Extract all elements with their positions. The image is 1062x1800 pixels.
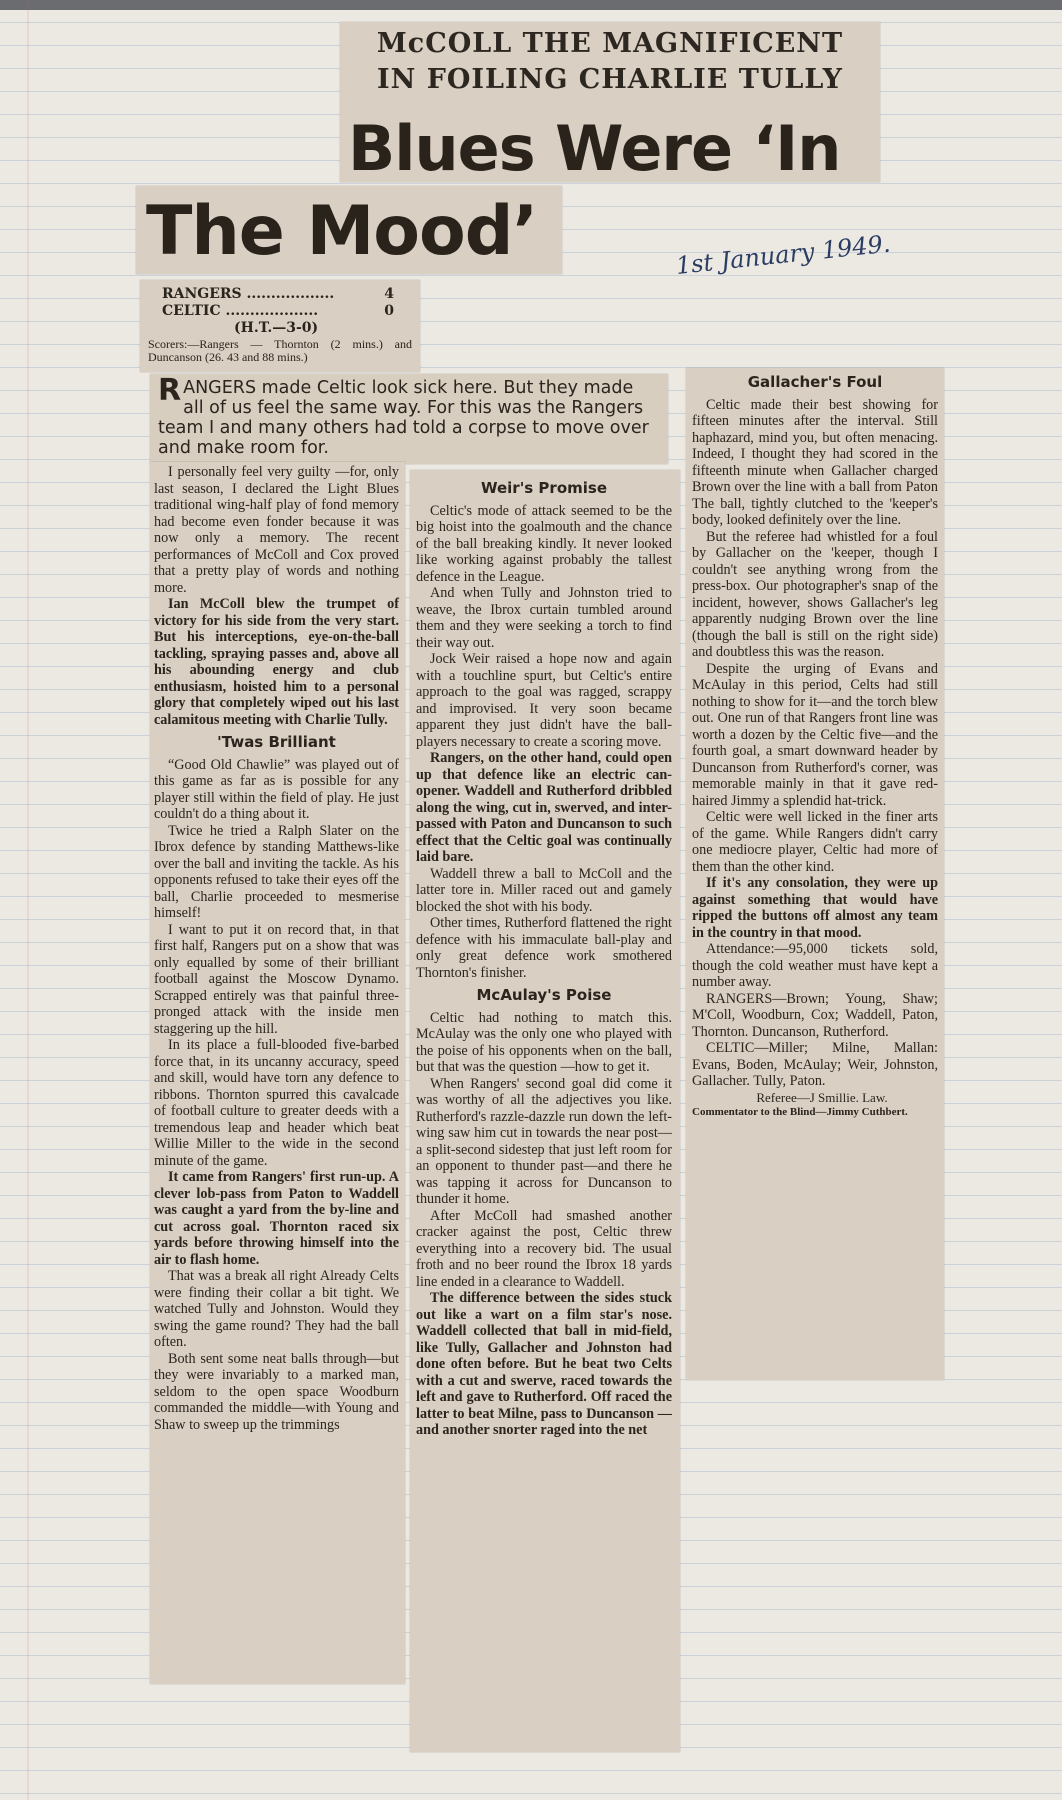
- col1-paragraph-5: I want to put it on record that, in that first half, Rangers put on a show that was only equalled by some of their brilliant football against the Moscow Dynamo. Scrapped entirely was that painful three-pronged attack with the inside men staggering up the hill.: [154, 921, 399, 1037]
- col2-paragraph-3: Jock Weir raised a hope now and again with a touchline spurt, but Celtic's entire approach to the goal was ragged, scrappy and improvised. It very soon became apparent they just didn't have the ball-players necessary to create a scoring move.: [416, 651, 672, 750]
- scan-top-edge: [0, 0, 1062, 10]
- col2-paragraph-1: Celtic's mode of attack seemed to be the big hoist into the goalmouth and the chance of the ball breaking kindly. It never looked like working against probably the tallest defence in the League.: [416, 502, 672, 585]
- column-1: [154, 464, 399, 1433]
- col3-paragraph-5: If it's any consolation, they were up against something that would have ripped the buttons off almost any team in the country in that mood.: [692, 875, 938, 941]
- col2-subhead-weirs-promise: Weir's Promise: [480, 479, 608, 497]
- col3-paragraph-4: Celtic were well licked in the finer arts of the game. While Rangers didn't carry one mediocre player, Celtic had more of them than the other kind.: [692, 809, 938, 875]
- headline-part-1: Blues Were ‘In: [348, 112, 841, 182]
- score-team-2-goals: 0: [384, 303, 394, 319]
- col3-paragraph-1: Celtic made their best showing for fifteen minutes after the interval. Still haphazard, mind you, but often menacing. Indeed, I thought they had scored in the fifteenth minute when Gallacher charged Brown over the line with a ball from Paton The ball, tightly clutched to the 'keeper's body, looked definitely over the line.: [692, 396, 938, 528]
- col1-paragraph-9: Both sent some neat balls through—but they were invariably to a marked man, seldom to the open space Woodburn commanded the middle—with Young and Shaw to sweep up the trimmings: [154, 1350, 399, 1433]
- handwritten-date: 1st January 1949.: [674, 229, 892, 280]
- col3-team-celtic: CELTIC—Miller; Milne, Mallan: Evans, Boden, McAulay; Weir, Johnston, Gallacher. Tully, Paton.: [692, 1040, 938, 1089]
- col2-paragraph-6: Other times, Rutherford flattened the right defence with his immaculate ball-play and only great defence work smothered Thornton's finisher.: [416, 915, 672, 981]
- col1-subhead-twas-brilliant: 'Twas Brilliant: [217, 733, 336, 751]
- col1-paragraph-7: It came from Rangers' first run-up. A clever lob-pass from Paton to Waddell was caught a yard from the by-line and cut across goal. Thornton raced six yards before throwing himself into the air to flash home.: [154, 1169, 399, 1268]
- col2-paragraph-2: And when Tully and Johnston tried to weave, the Ibrox curtain tumbled around them and they were seeking a torch to find their way out.: [416, 585, 672, 651]
- col2-paragraph-5: Waddell threw a ball to McColl and the latter tore in. Miller raced out and gamely blocked the shot with his body.: [416, 865, 672, 915]
- col1-paragraph-2: Ian McColl blew the trumpet of victory for his side from the very start. But his interceptions, eye-on-the-ball tackling, spraying passes and, above all his abounding energy and club enthusiasm, hoisted him to a personal glory that completely wiped out his last calamitous meeting with Charlie Tully.: [154, 596, 399, 728]
- col3-commentator: Commentator to the Blind—Jimmy Cuthbert.: [692, 1106, 908, 1118]
- col3-paragraph-2: But the referee had whistled for a foul by Gallacher on the 'keeper, though I couldn't see anything wrong from the press-box. Our photographer's snap of the incident, however, shows Gallacher's leg apparently nudging Brown over the line (though the ball is still on the right side) and doubtless this was the reason.: [692, 528, 938, 660]
- col2-subhead-mcaulays-poise: McAulay's Poise: [476, 986, 612, 1004]
- col3-team-rangers: RANGERS—Brown; Young, Shaw; M'Coll, Woodburn, Cox; Waddell, Paton, Thornton. Duncanson, Rutherford.: [692, 990, 938, 1040]
- col1-paragraph-3: “Good Old Chawlie” was played out of this game as far as is possible for any player still within the field of play. He just couldn't do a thing about it.: [154, 756, 399, 822]
- kicker-line-2: IN FOILING CHARLIE TULLY: [377, 64, 843, 95]
- scorers-line: Scorers:—Rangers — Thornton (2 mins.) and Duncanson (26. 43 and 88 mins.): [148, 337, 412, 364]
- col2-paragraph-9: After McColl had smashed another cracker against the post, Celtic threw everything into a recovery bid. The usual froth and no beer round the Ibrox 18 yards line ended in a clearance to Waddell.: [416, 1207, 672, 1290]
- col1-paragraph-1: I personally feel very guilty —for, only last season, I declared the Light Blues traditional wing-half play of fond memory had become even fonder because it was now only a memory. The recent performances of McColl and Cox proved that a pretty play of words and nothing more.: [154, 464, 399, 596]
- score-team-1: RANGERS ..................: [162, 286, 335, 302]
- score-box: [140, 280, 420, 372]
- headline-part-2: The Mood’: [146, 192, 538, 271]
- score-team-1-goals: 4: [384, 286, 394, 302]
- headline-clipping-bottom: [136, 186, 562, 274]
- half-time-score: (H.T.—3-0): [234, 320, 319, 336]
- col3-subhead-gallachers-foul: Gallacher's Foul: [747, 373, 883, 391]
- headline-clipping-top: [340, 22, 880, 182]
- lead-text: ANGERS made Celtic look sick here. But they made all of us feel the same way. For this was the Rangers team I and many others had told a corpse to move over and make room for.: [158, 378, 649, 458]
- col3-paragraph-3: Despite the urging of Evans and McAulay in this period, Celts had still nothing to show for it—and the torch blew out. One run of that Rangers front line was worth a dozen by the Celtic five—and the fourth goal, a smart downward header by Duncanson from Rutherford's corner, was memorable mainly in that it gave red-haired Jimmy a splendid hat-trick.: [692, 660, 938, 809]
- score-team-2: CELTIC ...................: [162, 303, 319, 319]
- col3-referee: Referee—J Smillie. Law.: [756, 1089, 888, 1105]
- col3-paragraph-6: Attendance:—95,000 tickets sold, though the cold weather must have kept a number away.: [692, 941, 938, 990]
- column-3: [692, 368, 938, 1119]
- kicker-line-1: McCOLL THE MAGNIFICENT: [376, 28, 844, 59]
- col2-paragraph-10: The difference between the sides stuck out like a wart on a film star's nose. Waddell collected that ball in mid-field, like Tully, Gallacher and Johnston had done often before. But he beat two Celts with a cut and swerve, raced towards the left and gave to Rutherford. Off raced the latter to beat Milne, pass to Duncanson — and another snorter raged into the net: [416, 1290, 672, 1438]
- col2-paragraph-8: When Rangers' second goal did come it was worthy of all the adjectives you like. Rutherford's razzle-dazzle run down the left-wing saw him cut in towards the near post—a split-second sidestep that just left room for an opponent to thunder past—and there he was tapping it across for Duncanson to thunder it home.: [416, 1075, 672, 1207]
- column-2: [416, 474, 672, 1439]
- col2-paragraph-7: Celtic had nothing to match this. McAulay was the only one who played with the poise of his opponents when on the ball, but that was the question —how to get it.: [416, 1009, 672, 1075]
- lead-paragraph: [158, 373, 658, 458]
- col1-paragraph-6: In its place a full-blooded five-barbed force that, in its uncanny accuracy, speed and skill, would have torn any defence to ribbons. Thornton spurred this cavalcade of football culture to greater deeds with a tremendous leap and header which beat Willie Miller to the wide in the second minute of the game.: [154, 1037, 399, 1169]
- col2-paragraph-4: Rangers, on the other hand, could open up that defence like an electric can-opener. Waddell and Rutherford dribbled along the wing, cut in, swerved, and inter-passed with Paton and Duncanson to such effect that the Celtic goal was continually laid bare.: [416, 750, 672, 865]
- lead-dropcap: R: [158, 373, 182, 408]
- col1-paragraph-8: That was a break all right Already Celts were finding their collar a bit tight. We watched Tully and Johnston. Would they swing the game round? They had the ball often.: [154, 1268, 399, 1350]
- col1-paragraph-4: Twice he tried a Ralph Slater on the Ibrox defence by standing Matthews-like over the ball and inviting the tackle. As his opponents refused to take their eyes off the ball, Charlie proceeded to mesmerise himself!: [154, 822, 399, 921]
